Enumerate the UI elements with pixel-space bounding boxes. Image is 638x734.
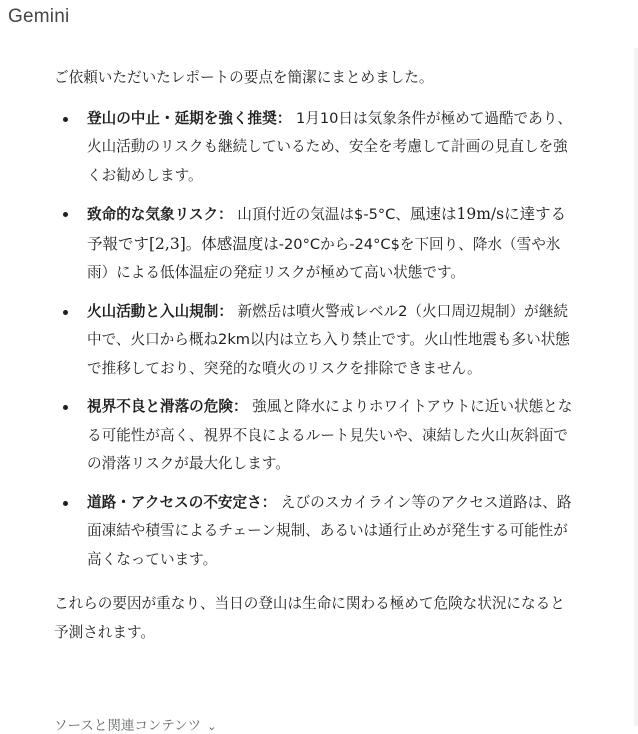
- list-item: [54, 200, 578, 288]
- point-term: 登山の中止・延期を強く推奨：: [87, 109, 292, 127]
- list-item: [54, 393, 578, 479]
- point-term: 火山活動と入山規制：: [87, 302, 233, 320]
- scrollbar[interactable]: [634, 48, 638, 726]
- point-text: -20°Cから-24°C$を下回り、降水（雪や氷雨）による低体温症の発症リスクが極めて高い状態です。: [87, 235, 561, 281]
- list-item: [54, 105, 578, 191]
- point-text: 1月10日は気象条件が極めて過酷であり、火山活動のリスクも継続しているため、安全を考慮して計画の見直しを強くお勧めします。: [87, 109, 572, 184]
- point-text: 新燃岳は噴火警戒レベル2（火口周辺規制）が継続中で、火口から概ね2km以内は立ち入り禁止です。火山性地震も多い状態で推移しており、突発的な噴火のリスクを排除できません。: [87, 302, 570, 377]
- sources-label: ソースと関連コンテンツ: [54, 718, 202, 734]
- response-body: [54, 64, 578, 647]
- list-item: [54, 298, 578, 384]
- point-term: 致命的な気象リスク：: [87, 206, 233, 223]
- chevron-down-icon: ⌄: [207, 720, 217, 733]
- point-text: えびのスカイライン等のアクセス道路は、路面凍結や積雪によるチェーン規制、あるいは通行止めが発生する可能性が高くなっています。: [87, 493, 572, 568]
- sources-toggle[interactable]: [54, 714, 216, 734]
- point-text: 強風と降水によりホワイトアウトに近い状態となる可能性が高く、視界不良によるルート見失いや、凍結した火山灰斜面での滑落リスクが最大化します。: [87, 398, 573, 472]
- point-text: 山頂付近の気温は$-5°C、: [232, 206, 410, 223]
- app-title: Gemini: [8, 6, 70, 27]
- response-intro: ご依頼いただいたレポートの要点を簡潔にまとめました。: [54, 69, 434, 86]
- point-text-math: 風速は19m/sに達する予報です[2,3]。体感温度は: [87, 205, 567, 253]
- key-points-list: [54, 105, 578, 575]
- point-term: 道路・アクセスの不安定さ：: [87, 493, 277, 511]
- list-item: [54, 489, 578, 575]
- point-term: 視界不良と滑落の危険：: [87, 398, 248, 415]
- response-conclusion: これらの要因が重なり、当日の登山は生命に関わる極めて危険な状況になると予測されます。: [54, 595, 565, 641]
